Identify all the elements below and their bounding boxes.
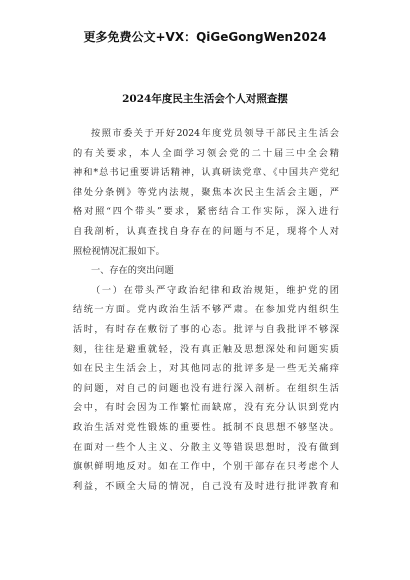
paragraph-line: 照检视情况汇报如下。 xyxy=(73,245,165,257)
paragraph-line: 利益，不顾全大局的情况，自己没有及时进行批评教育和 xyxy=(73,480,339,492)
paragraph-line: 政治生活对党性锻炼的重要性。抵制不良思想不够坚决。 xyxy=(73,421,339,433)
paragraph-line: 自我剖析，认真查找自身存在的问题与不足，现将个人对 xyxy=(73,225,339,237)
paragraph-line: 如在民主生活会上，对其他同志的批评多是一些无关痛痒 xyxy=(73,363,339,375)
paragraph-line: 会中，有时会因为工作繁忙而缺席，没有充分认识到党内 xyxy=(73,402,339,414)
paragraph-line: 活时，有时存在敷衍了事的心态。批评与自我批评不够深 xyxy=(73,323,339,335)
paragraph-line: 在面对一些个人主义、分散主义等错误思想时，没有做到 xyxy=(73,441,339,453)
paragraph-line: 神和*总书记重要讲话精神，认真研读党章、《中国共产党纪 xyxy=(73,167,339,179)
paragraph-line: 刻，往往是避重就轻，没有真正触及思想深处和问题实质 xyxy=(73,343,339,355)
document-body xyxy=(73,124,339,496)
promo-header: 更多免费公文+VX：QiGeGongWen2024 xyxy=(83,30,327,44)
paragraph-line: 结统一方面。党内政治生活不够严肃。在参加党内组织生 xyxy=(73,304,339,316)
paragraph-line: 旗帜鲜明地反对。如在工作中，个别干部存在只考虑个人 xyxy=(73,461,339,473)
paragraph-line: 律处分条例》等党内法规，聚焦本次民主生活会主题，严 xyxy=(73,186,339,198)
paragraph-line: （一）在带头严守政治纪律和政治规矩，维护党的团 xyxy=(91,284,339,296)
section-heading: 一、存在的突出问题 xyxy=(91,265,174,277)
paragraph-line: 的问题，对自己的问题也没有进行深入剖析。在组织生活 xyxy=(73,382,339,394)
paragraph-line: 的有关要求，本人全面学习领会党的二十届三中全会精 xyxy=(73,147,339,159)
document-title: 2024年度民主生活会个人对照查摆 xyxy=(122,93,288,105)
paragraph-line: 格对照“四个带头”要求，紧密结合工作实际，深入进行 xyxy=(73,206,339,218)
paragraph-line: 按照市委关于开好2024年度党员领导干部民主生活会 xyxy=(91,128,339,139)
